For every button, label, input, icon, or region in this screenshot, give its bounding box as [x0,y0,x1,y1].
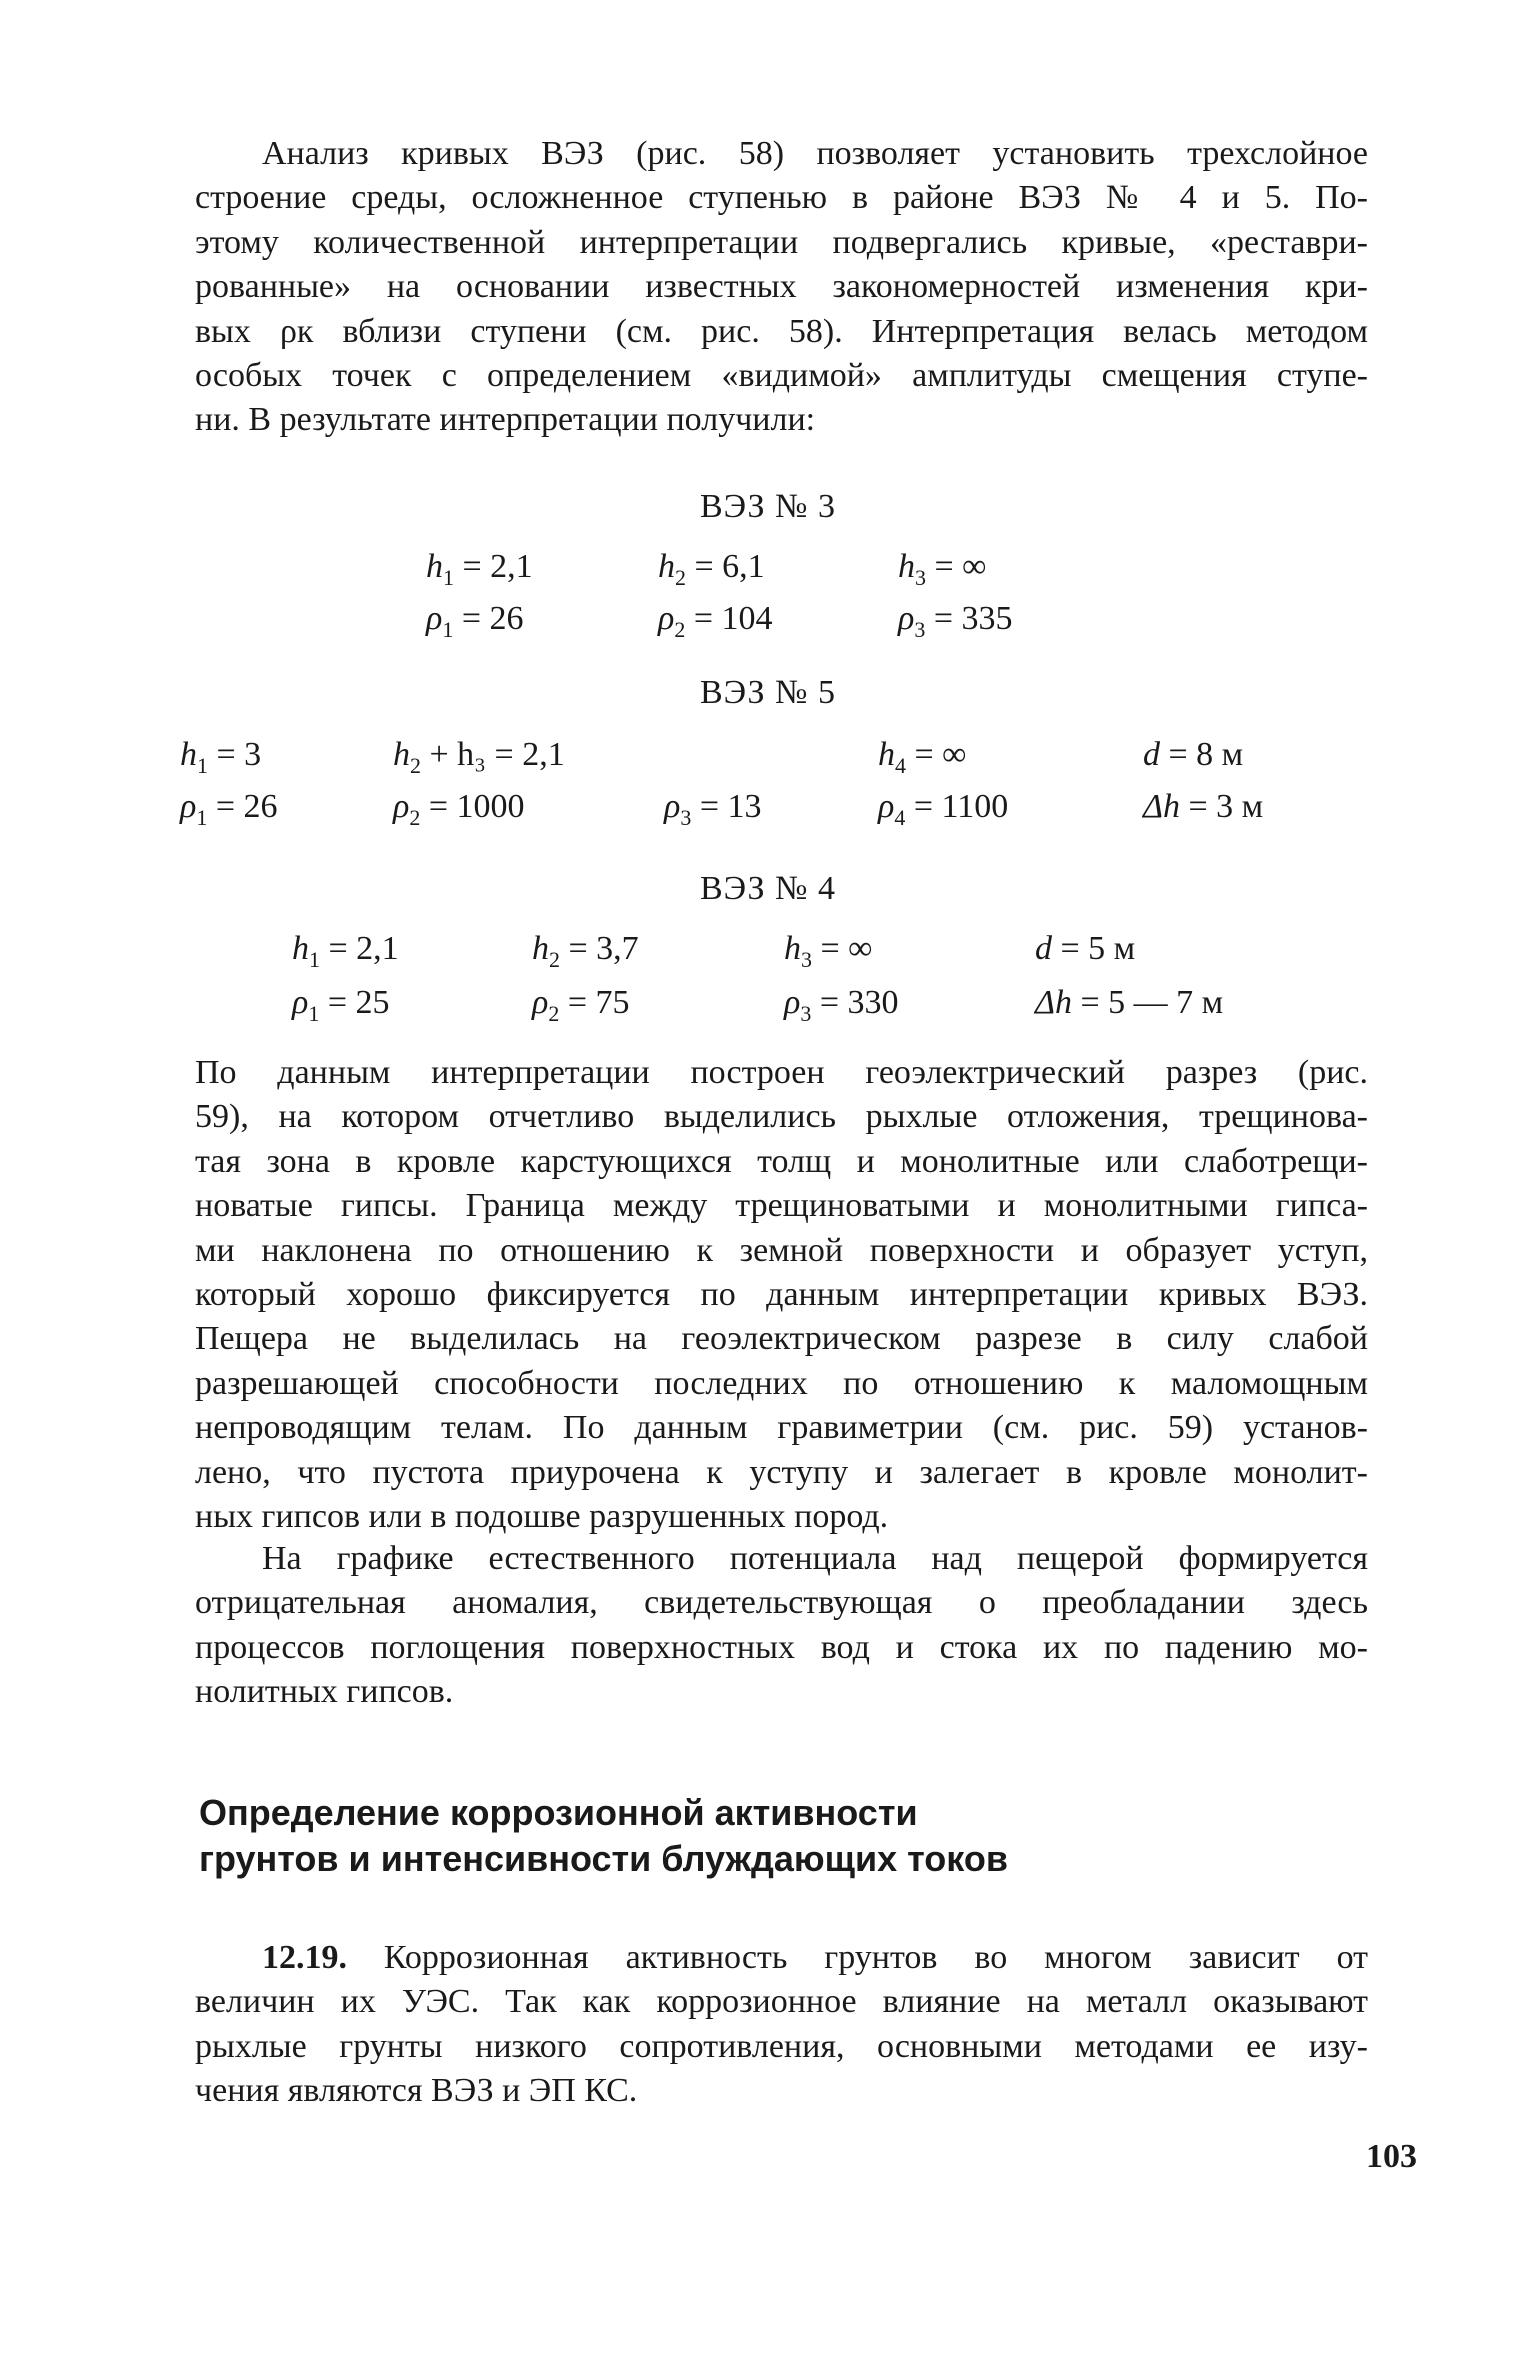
formula-subscript: 1 [443,564,454,590]
formula-symbol: ρ [393,788,410,825]
formula-symbol: ρ [180,788,197,825]
formula-symbol: h [180,736,197,773]
formula [1035,984,1223,1027]
formula-value: = 104 [685,600,773,637]
formula-symbol: ρ [532,984,549,1021]
formula-symbol: Δh [1035,984,1072,1021]
formula [784,930,872,973]
paragraph-line [262,1936,1368,1980]
formula-symbol: h [426,548,443,585]
formula-symbol: h [898,548,915,585]
formula-value: = 1000 [420,788,525,825]
paragraph-line: разрешающей способности последних по отношению к маломощным [195,1364,1368,1402]
formula-value: = 13 [691,788,762,825]
formula [426,548,533,591]
formula-subscript: 1 [197,752,208,778]
formula-value: = 330 [811,984,899,1021]
paragraph-line: Анализ кривых ВЭЗ (рис. 58) позволяет установить трехслойное [262,135,1368,172]
formula-value: = 8 м [1160,736,1244,773]
formula-value: = 3 м [1179,788,1264,825]
formula [658,548,765,591]
paragraph-line: 59), на котором отчетливо выделились рыхлые отложения, трещинова- [195,1098,1368,1136]
formula-subscript: 3 [801,946,812,972]
formula [898,600,1013,643]
formula-symbol: ρ [658,600,675,637]
paragraph-line: отрицательная аномалия, свидетельствующая о преобладании здесь [195,1584,1368,1622]
formula-value: = 335 [925,600,1013,637]
formula-value: = 25 [319,984,390,1021]
formula-value: = ∞ [812,930,873,967]
formula-symbol: h [878,736,895,773]
formula [1143,736,1243,779]
paragraph-line: ных гипсов или в подошве разрушенных пород. [195,1498,889,1535]
paragraph-line: этому количественной интерпретации подвергались кривые, «реставри- [195,223,1368,261]
formula-symbol: d [1143,736,1160,773]
formula-subscript: 2 [549,946,560,972]
paragraph-line: По данным интерпретации построен геоэлектрический разрез (рис. [195,1054,1368,1091]
paragraph-line: процессов поглощения поверхностных вод и стока их по падению мо- [195,1628,1368,1666]
paragraph-line: Пещера не выделилась на геоэлектрическом разрезе в силу слабой [195,1320,1368,1358]
paragraph-line: особых точек с определением «видимой» амплитуды смещения ступе- [195,357,1368,394]
formula-value: = 5 — 7 м [1071,984,1224,1021]
formula [1035,930,1135,973]
paragraph-line: нолитных гипсов. [195,1673,454,1711]
paragraph-line: рованные» на основании известных закономерностей изменения кри- [195,268,1368,306]
paragraph-line: новатые гипсы. Граница между трещиноватыми и монолитными гипса- [195,1187,1368,1225]
formula-value: + h₃ = 2,1 [421,736,565,773]
formula-symbol: h [393,736,410,773]
line-text: величин их УЭС. Так как коррозионное влияние на металл оказывают [195,1983,1368,2021]
paragraph-line: На графике естественного потенциала над пещерой формируется [262,1540,1368,1577]
formula-symbol: h [532,930,549,967]
formula-subscript: 3 [680,804,692,830]
formula-symbol: ρ [784,984,801,1021]
paragraph-line: тая зона в кровле карстующихся толщ и монолитные или слаботрещи- [195,1142,1368,1180]
formula-value: = 2,1 [454,548,533,585]
formula [658,600,773,643]
formula-symbol: d [1035,930,1052,967]
formula-symbol: h [658,548,675,585]
formula-value: = 75 [559,984,630,1021]
formula-value: = 6,1 [686,548,765,585]
formula-subscript: 3 [915,564,926,590]
formula [292,984,390,1027]
formula-symbol: ρ [426,600,443,637]
formula-subscript: 3 [800,1000,812,1026]
line-text: чения являются ВЭЗ и ЭП КС. [195,2072,638,2110]
line-text: рыхлые грунты низкого сопротивления, основными методами ее изу- [195,2027,1368,2065]
paragraph-line [195,1980,1368,2024]
formula [393,736,565,779]
formula-value: = 3,7 [560,930,639,967]
formula [898,548,986,591]
section-heading-line-2: грунтов и интенсивности блуждающих токов [199,1838,1008,1879]
formula-symbol: h [292,930,309,967]
formula-symbol: Δh [1143,788,1180,825]
formula-value: = 5 м [1052,930,1136,967]
formula-value: = ∞ [906,736,967,773]
formula [664,788,762,831]
formula-subscript: 1 [308,1000,320,1026]
formula-subscript: 2 [409,804,421,830]
formula-subscript: 2 [675,564,686,590]
formula-subscript: 1 [196,804,208,830]
clause-number: 12.19. [262,1939,347,1976]
paragraph-line: строение среды, осложненное ступенью в районе ВЭЗ № 4 и 5. По- [195,179,1368,217]
formula [393,788,525,831]
formula-value: = ∞ [926,548,987,585]
formula-subscript: 1 [309,946,320,972]
paragraph-line [195,2025,1368,2069]
formula-subscript: 4 [895,752,906,778]
paragraph-line: лено, что пустота приурочена к уступу и залегает в кровле монолит- [195,1453,1368,1491]
formula-symbol: ρ [898,600,915,637]
formula-symbol: h [784,930,801,967]
section-title: ВЭЗ № 5 [699,674,836,711]
formula-subscript: 2 [410,752,421,778]
formula-symbol: ρ [664,788,681,825]
paragraph-line [195,2069,1368,2113]
formula [180,788,278,831]
line-text: Коррозионная активность грунтов во многом зависит от [347,1939,1368,1976]
paragraph-line: вых ρк вблизи ступени (см. рис. 58). Интерпретация велась методом [195,312,1368,350]
formula [180,736,261,779]
formula [878,788,1008,831]
section-title: ВЭЗ № 3 [699,488,836,525]
formula-value: = 26 [453,600,524,637]
paragraph-line: непроводящим телам. По данным гравиметрии (см. рис. 59) установ- [195,1409,1368,1447]
paragraph-line: ми наклонена по отношению к земной поверхности и образует уступ, [195,1231,1368,1269]
page-number: 103 [1366,2138,1417,2175]
formula-subscript: 2 [548,1000,560,1026]
formula-value: = 3 [208,736,262,773]
formula-subscript: 4 [894,804,906,830]
formula [784,984,899,1027]
section-heading-line-1: Определение коррозионной активности [199,1792,918,1833]
formula-symbol: ρ [878,788,895,825]
section-title: ВЭЗ № 4 [699,870,836,907]
formula [878,736,966,779]
paragraph-line: ни. В результате интерпретации получили: [195,401,816,439]
formula-symbol: ρ [292,984,309,1021]
formula-subscript: 2 [674,616,686,642]
formula [532,930,639,973]
paragraph-line: который хорошо фиксируется по данным интерпретации кривых ВЭЗ. [195,1276,1368,1313]
formula-value: = 2,1 [320,930,399,967]
formula-subscript: 3 [914,616,926,642]
formula [426,600,524,643]
formula [292,930,399,973]
formula-value: = 26 [207,788,278,825]
formula [532,984,630,1027]
formula-value: = 1100 [905,788,1009,825]
formula [1143,788,1263,831]
formula-subscript: 1 [442,616,454,642]
